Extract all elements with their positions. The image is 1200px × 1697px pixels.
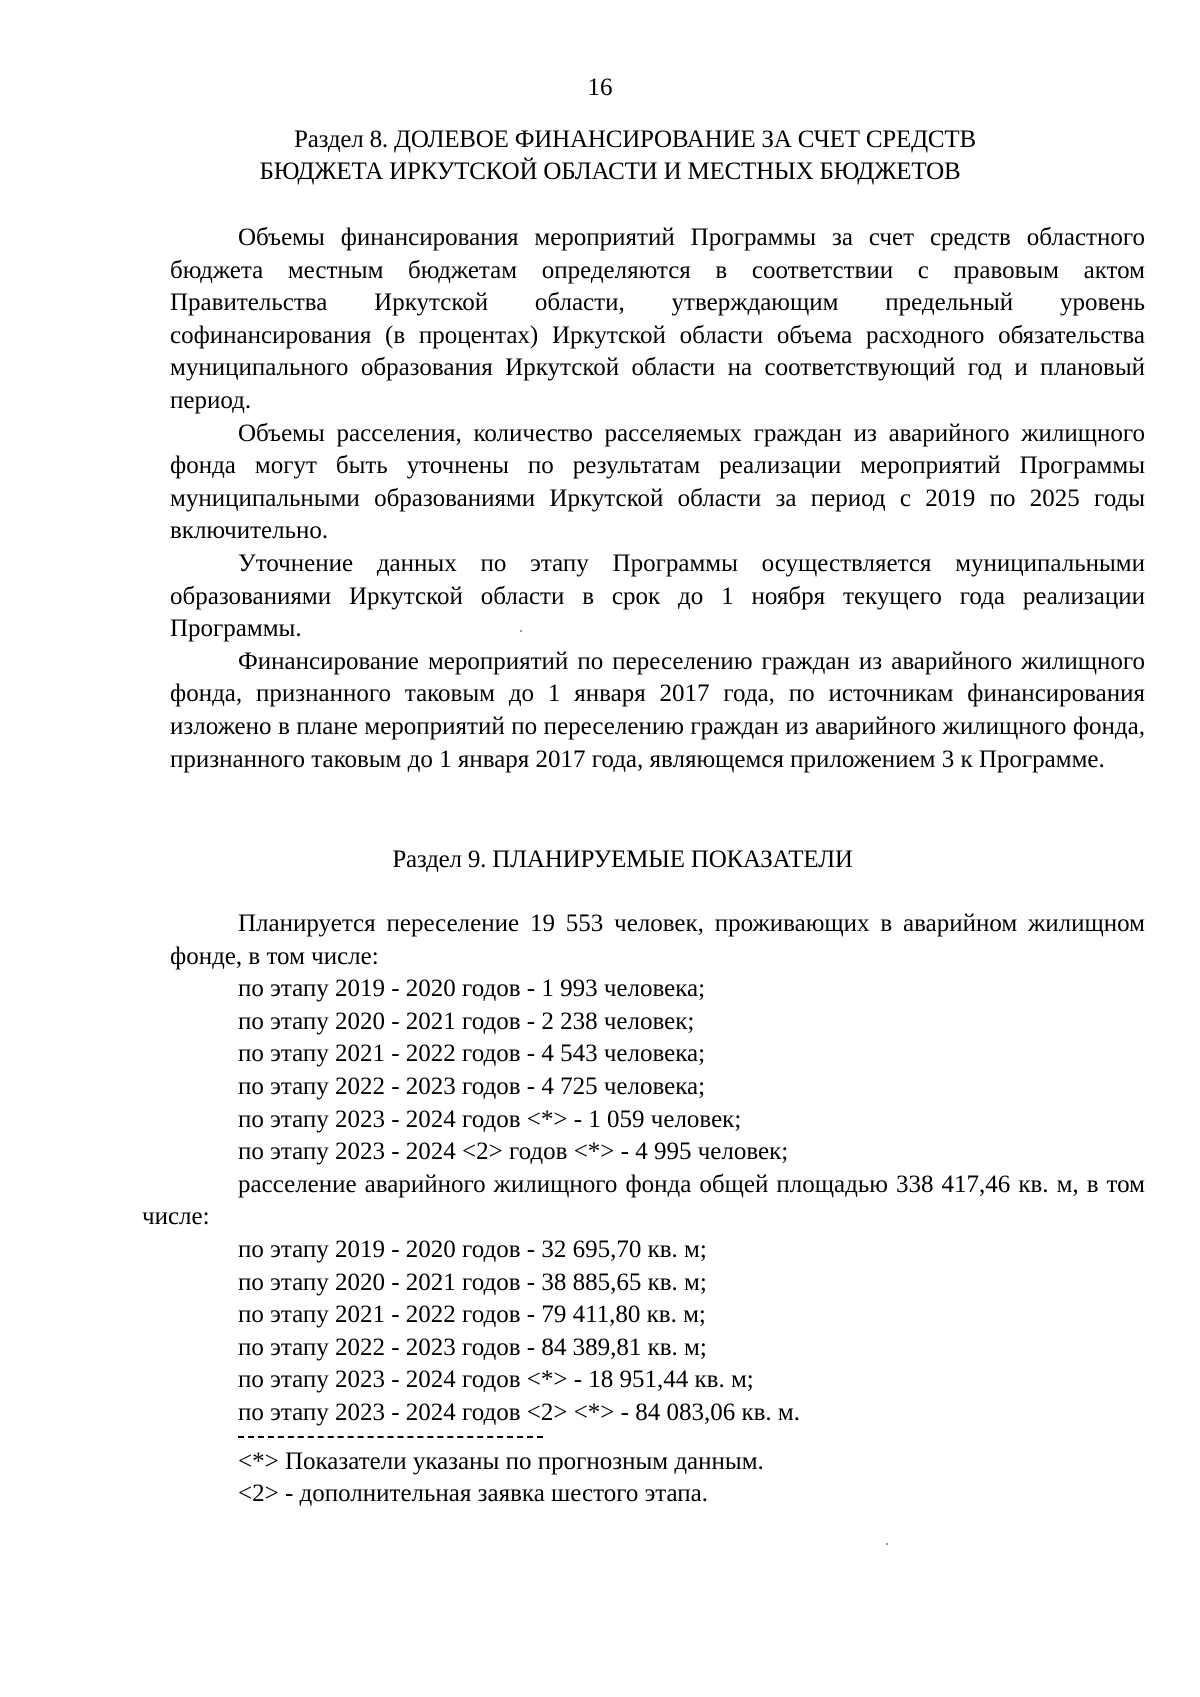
area-intro: расселение аварийного жилищного фонда общей площадью 338 417,46 кв. м, в том числе: [142, 1170, 1145, 1231]
scan-speck [520, 630, 522, 632]
section-8-paragraph: Объемы расселения, количество расселяемых граждан из аварийного жилищного фонда могут быть уточнены по результатам реализации мероприятий Программы муниципальными образованиями Иркутской области за период с 2019 по 2025 годы включительно. [170, 419, 1145, 545]
area-list-item: по этапу 2023 - 2024 годов <2> <*> - 84 083,06 кв. м. [238, 1398, 800, 1426]
people-list-item: по этапу 2023 - 2024 <2> годов <*> - 4 995 человек; [238, 1138, 789, 1166]
people-list-item: по этапу 2020 - 2021 годов - 2 238 человек; [238, 1007, 695, 1035]
page-number: 16 [587, 74, 613, 101]
area-list-item: по этапу 2021 - 2022 годов - 79 411,80 кв. м; [238, 1301, 706, 1329]
footnote: <*> Показатели указаны по прогнозным данным. [238, 1447, 764, 1475]
area-list-item: по этапу 2019 - 2020 годов - 32 695,70 кв. м; [238, 1235, 707, 1263]
section-8-title-line-1: Раздел 8. ДОЛЕВОЕ ФИНАНСИРОВАНИЕ ЗА СЧЕТ СРЕДСТВ [294, 126, 976, 153]
section-9-body [142, 908, 1145, 1511]
people-list-item: по этапу 2019 - 2020 годов - 1 993 человека; [238, 975, 706, 1003]
people-list-item: по этапу 2022 - 2023 годов - 4 725 человека; [238, 1072, 706, 1100]
area-list-item: по этапу 2020 - 2021 годов - 38 885,65 кв. м; [238, 1268, 707, 1296]
section-8-paragraph: Уточнение данных по этапу Программы осуществляется муниципальными образованиями Иркутской области в срок до 1 ноября текущего года реализации Программы. [170, 549, 1145, 643]
people-list-item: по этапу 2023 - 2024 годов <*> - 1 059 человек; [238, 1105, 742, 1133]
section-9-title: Раздел 9. ПЛАНИРУЕМЫЕ ПОКАЗАТЕЛИ [392, 846, 853, 873]
section-8-paragraph: Финансирование мероприятий по переселению граждан из аварийного жилищного фонда, признанного таковым до 1 января 2017 года, по источникам финансирования изложено в плане мероприятий по переселению граждан из аварийного жилищного фонда, признанного таковым до 1 января 2017 года, являющемся приложением 3 к Программе. [170, 647, 1145, 773]
section-8-body [170, 222, 1145, 776]
people-list-item: по этапу 2021 - 2022 годов - 4 543 человека; [238, 1040, 706, 1068]
resettlement-intro: Планируется переселение 19 553 человек, проживающих в аварийном жилищном фонде, в том числе: [170, 910, 1145, 970]
area-list-item: по этапу 2022 - 2023 годов - 84 389,81 кв. м; [238, 1333, 707, 1361]
area-list-item: по этапу 2023 - 2024 годов <*> - 18 951,44 кв. м; [238, 1366, 754, 1394]
scan-speck [886, 1543, 888, 1545]
footnote-separator [238, 1436, 543, 1438]
footnote: <2> - дополнительная заявка шестого этапа. [238, 1480, 709, 1508]
section-8-title-line-2: БЮДЖЕТА ИРКУТСКОЙ ОБЛАСТИ И МЕСТНЫХ БЮДЖЕТОВ [259, 158, 961, 185]
section-8-paragraph: Объемы финансирования мероприятий Программы за счет средств областного бюджета местным бюджетам определяются в соответствии с правовым актом Правительства Иркутской области, утверждающим предельный уровень софинансирования (в процентах) Иркутской области объема расходного обязательства муниципального образования Иркутской области на соответствующий год и плановый период. [170, 224, 1145, 414]
